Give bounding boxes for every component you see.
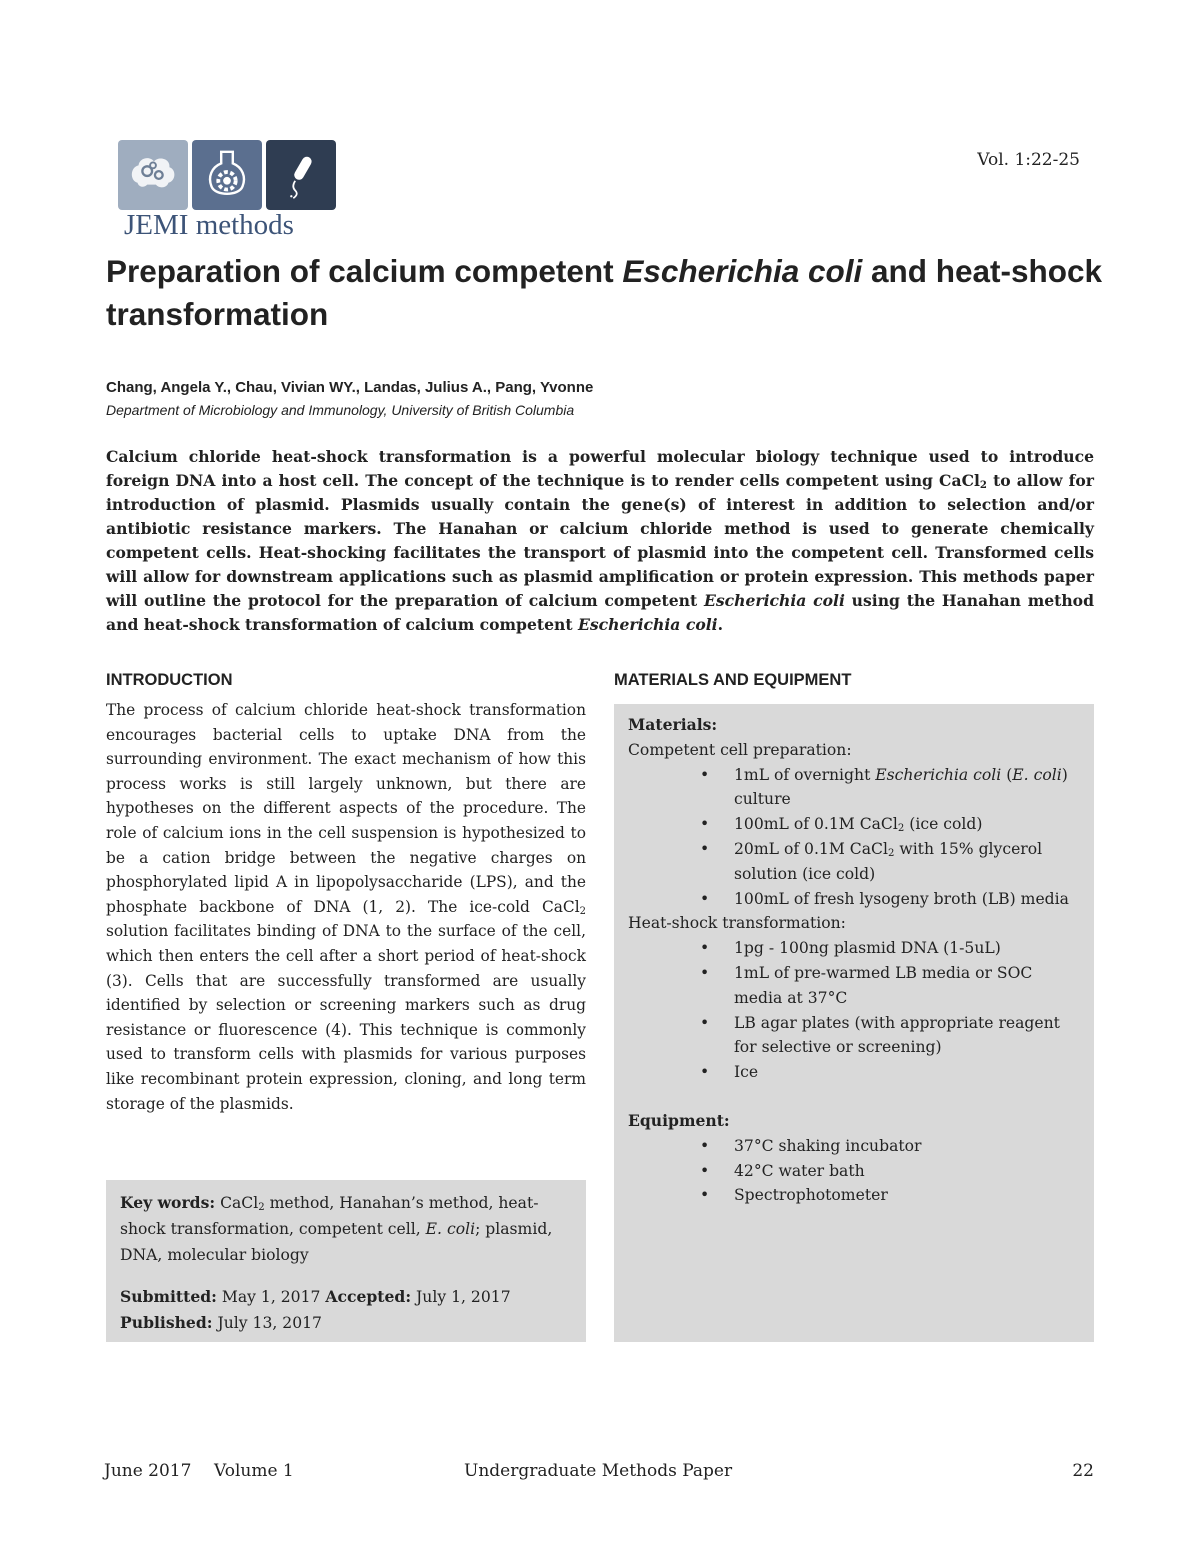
title-italic-species: Escherichia coli xyxy=(622,253,863,289)
intro-text-1: The process of calcium chloride heat-shock transformation encourages bacterial cells to uptake DNA from the surrounding environment. The exact mechanism of how this process works is still largely unknown, but there are hypotheses on the different aspects of the procedure. The role of calcium ions in the cell suspension is hypothesized to be a cation bridge between the negative charges on phosphorylated lipid A in lipopolysaccharide (LPS), and the phosphate backbone of DNA (1, 2). The ice-cold CaCl xyxy=(106,701,586,916)
materials-heading: MATERIALS AND EQUIPMENT xyxy=(614,671,852,689)
submitted-date: May 1, 2017 xyxy=(216,1288,326,1306)
keywords-species: E. coli xyxy=(425,1220,476,1238)
accepted-date: July 1, 2017 xyxy=(411,1288,511,1306)
list-item: • 1mL of pre-warmed LB media or SOC media at 37°C xyxy=(628,961,1080,1011)
intro-subscript: 2 xyxy=(579,905,586,917)
keywords-subscript: 2 xyxy=(258,1202,265,1214)
abstract-text-1: Calcium chloride heat-shock transformation is a powerful molecular biology technique used to introduce foreign DNA into a host cell. The concept of the technique is to render cells competent using CaCl xyxy=(106,447,1094,490)
keywords xyxy=(120,1190,572,1268)
affiliation: Department of Microbiology and Immunology, University of British Columbia xyxy=(106,402,575,418)
abstract-text-2: to allow for introduction of plasmid. Plasmids usually contain the gene(s) of interest in addition to selection and/or antibiotic resistance markers. The Hanahan or calcium chloride method is used to generate chemically competent cells. Heat-shocking facilitates the transport of plasmid into the competent cell. Transformed cells will allow for downstream applications such as plasmid amplification or protein expression. This methods paper will outline the protocol for the preparation of calcium competent xyxy=(106,471,1094,610)
abstract-subscript: 2 xyxy=(979,479,987,492)
prep-list xyxy=(628,763,1080,912)
list-item xyxy=(628,837,1080,887)
logo-text: JEMI methods xyxy=(124,209,294,241)
published-date: July 13, 2017 xyxy=(212,1314,322,1332)
authors: Chang, Angela Y., Chau, Vivian WY., Landas, Julius A., Pang, Yvonne xyxy=(106,379,594,396)
item-text: 100mL of 0.1M CaCl xyxy=(734,815,898,834)
list-item xyxy=(628,763,1080,813)
heat-shock-list xyxy=(628,936,1080,1085)
equipment-label xyxy=(628,1109,1080,1134)
materials-label-text: Materials: xyxy=(628,715,718,734)
accepted-label: Accepted: xyxy=(325,1287,412,1306)
item-subscript: 2 xyxy=(897,823,905,835)
title-part-1: Preparation of calcium competent xyxy=(106,253,623,289)
submitted-label: Submitted: xyxy=(120,1287,217,1306)
item-text: with 15% glycerol solution (ice cold) xyxy=(734,839,1043,883)
heat-shock-label: Heat-shock transformation: xyxy=(628,914,846,933)
keywords-label: Key words: xyxy=(120,1193,216,1212)
abstract-species-2: Escherichia coli xyxy=(577,615,718,634)
list-item: • Spectrophotometer xyxy=(628,1183,1080,1208)
item-species-abbrev: E. coli xyxy=(1012,765,1062,784)
abstract-species-1: Escherichia coli xyxy=(703,591,845,610)
paper-title xyxy=(106,250,1106,336)
logo-tiles xyxy=(118,140,340,210)
equipment-label-text: Equipment: xyxy=(628,1110,730,1130)
list-item: • 100mL of fresh lysogeny broth (LB) media xyxy=(628,887,1080,912)
published-label: Published: xyxy=(120,1313,213,1332)
page-number: 22 xyxy=(1072,1461,1094,1481)
item-text: (ice cold) xyxy=(904,815,983,834)
flask-gear-icon xyxy=(192,140,262,210)
list-item: • 42°C water bath xyxy=(628,1159,1080,1184)
materials-label xyxy=(628,713,1080,738)
keywords-text-2: method, Hanahan’s method, heat-shock transformation, competent cell, xyxy=(120,1194,539,1238)
list-item: • 1pg - 100ng plasmid DNA (1-5uL) xyxy=(628,936,1080,961)
item-species: Escherichia coli xyxy=(875,765,1002,784)
item-text: ) culture xyxy=(734,765,1068,809)
footer-paper-type: Undergraduate Methods Paper xyxy=(464,1461,733,1481)
list-item: • LB agar plates (with appropriate reagent for selective or screening) xyxy=(628,1011,1080,1061)
list-item: • Ice xyxy=(628,1060,1080,1085)
introduction-text xyxy=(106,698,586,1116)
item-text: 20mL of 0.1M CaCl xyxy=(734,839,888,858)
footer-date: June 2017 xyxy=(104,1461,192,1481)
keywords-text-1: CaCl xyxy=(215,1194,259,1212)
volume-pages: Vol. 1:22-25 xyxy=(977,150,1080,170)
list-item: • 37°C shaking incubator xyxy=(628,1134,1080,1159)
materials-box xyxy=(614,704,1094,1342)
keywords-box xyxy=(106,1180,586,1342)
spacer xyxy=(628,1085,1080,1109)
keywords-text-3: ; plasmid, DNA, molecular biology xyxy=(120,1220,553,1264)
item-subscript: 2 xyxy=(887,848,895,859)
list-item xyxy=(628,812,1080,837)
abstract-text-3: using the Hanahan method and heat-shock transformation of calcium competent xyxy=(106,591,1094,634)
journal-logo xyxy=(118,140,340,240)
item-text: ( xyxy=(1001,765,1013,784)
item-text: 1mL of overnight xyxy=(734,765,876,784)
abstract-text-4: . xyxy=(717,615,724,634)
publication-dates xyxy=(120,1284,572,1336)
prep-label: Competent cell preparation: xyxy=(628,740,852,759)
abstract xyxy=(106,445,1094,637)
footer-volume: Volume 1 xyxy=(214,1461,294,1481)
brain-gears-icon xyxy=(118,140,188,210)
intro-text-2: solution facilitates binding of DNA to the surface of the cell, which then enters the cell after a short period of heat-shock (3). Cells that are successfully transformed are usually identified by selection or screening markers such as drug resistance or fluorescence (4). This technique is commonly used to transform cells with plasmids for various purposes like recombinant protein expression, cloning, and long term storage of the plasmids. xyxy=(106,922,586,1113)
bacterium-icon xyxy=(266,140,336,210)
introduction-heading: INTRODUCTION xyxy=(106,671,233,689)
equipment-list xyxy=(628,1134,1080,1208)
title-part-2: and heat-shock transformation xyxy=(106,253,1103,332)
